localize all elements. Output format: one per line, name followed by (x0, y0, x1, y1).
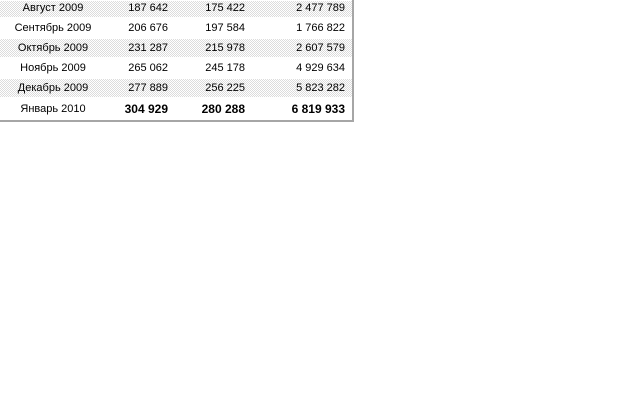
value-cell-1: 265 062 (128, 62, 168, 74)
table-row (0, 18, 352, 38)
table-row (0, 98, 352, 120)
month-cell: Декабрь 2009 (17, 82, 89, 94)
value-cell-1: 187 642 (128, 2, 168, 14)
value-cell-1: 304 929 (124, 102, 168, 116)
value-cell-2: 175 422 (205, 2, 245, 14)
value-cell-3: 4 929 634 (296, 62, 345, 74)
value-cell-3: 2 607 579 (296, 42, 345, 54)
value-cell-2: 197 584 (205, 22, 245, 34)
month-cell: Ноябрь 2009 (20, 62, 86, 74)
table-row (0, 78, 352, 98)
value-cell-2: 245 178 (205, 62, 245, 74)
month-cell: Август 2009 (22, 2, 84, 14)
month-cell: Сентябрь 2009 (14, 22, 92, 34)
month-cell: Январь 2010 (20, 103, 86, 115)
table-row (0, 0, 352, 18)
value-cell-2: 215 978 (205, 42, 245, 54)
value-cell-1: 206 676 (128, 22, 168, 34)
value-cell-1: 277 889 (128, 82, 168, 94)
month-cell: Октябрь 2009 (17, 42, 89, 54)
value-cell-3: 6 819 933 (291, 102, 345, 116)
value-cell-3: 1 766 822 (296, 22, 345, 34)
value-cell-3: 2 477 789 (296, 2, 345, 14)
stats-table (0, 0, 354, 122)
table-row (0, 58, 352, 78)
value-cell-3: 5 823 282 (296, 82, 345, 94)
value-cell-1: 231 287 (128, 42, 168, 54)
table-row (0, 38, 352, 58)
value-cell-2: 256 225 (205, 82, 245, 94)
value-cell-2: 280 288 (201, 102, 245, 116)
